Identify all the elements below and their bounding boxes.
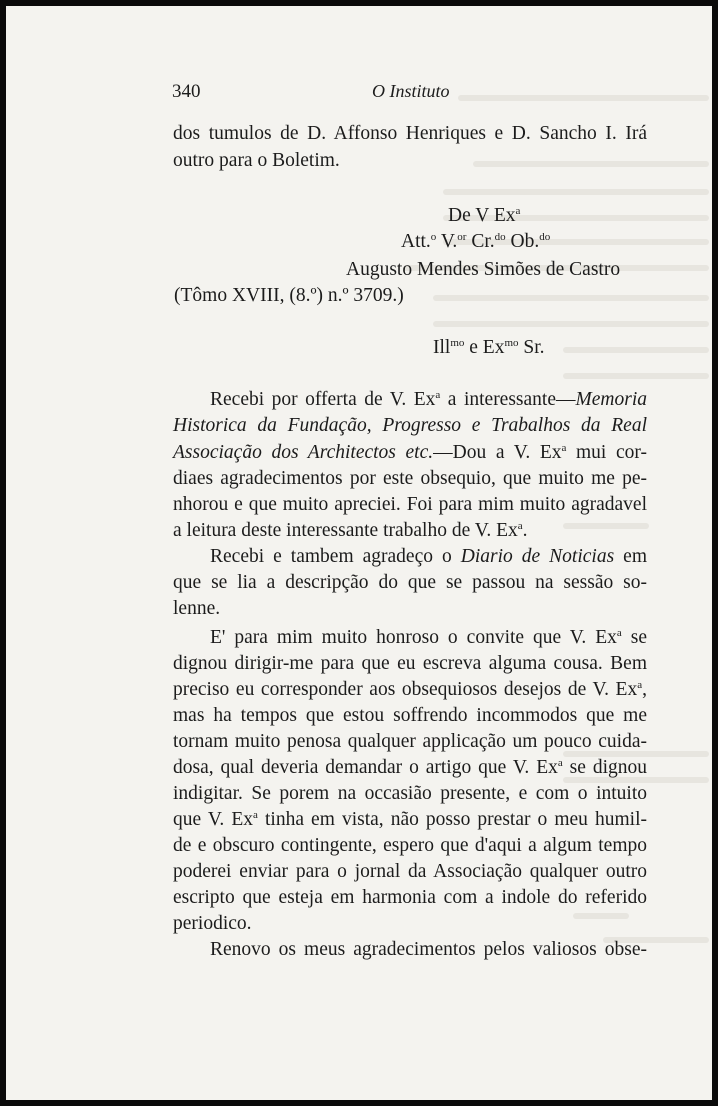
text-line: dos tumulos de D. Affonso Henriques e D. Sancho I. Irá xyxy=(173,123,647,144)
text-line: Associação dos Architectos etc.—Dou a V. Ex$^a$ mui cor- xyxy=(173,442,647,463)
page-header xyxy=(6,81,712,105)
text-line: tornam muito penosa qualquer applicação um pouco cuida- xyxy=(173,731,647,752)
text-line: nhorou e que muito apreciei. Foi para mim muito agradavel xyxy=(173,494,647,515)
text-line: de e obscuro contingente, espero que d'aqui a algum tempo xyxy=(173,835,647,856)
text-line: Renovo os meus agradecimentos pelos valiosos obse- xyxy=(210,939,647,960)
page-number: 340 xyxy=(172,81,201,102)
text-line: escripto que esteja em harmonia com a indole do referido xyxy=(173,887,647,908)
text-line: que V. Ex$^a$ tinha em vista, não posso prestar o meu humil- xyxy=(173,809,647,830)
text-line: dosa, qual deveria demandar o artigo que V. Ex$^a$ se dignou xyxy=(173,757,647,778)
closing-greeting: De V Ex$^a$ xyxy=(448,205,521,226)
text-line: que se lia a descripção do que se passou na sessão so- xyxy=(173,572,647,593)
text-line: Recebi por offerta de V. Ex$^a$ a interessante—Memoria xyxy=(210,389,647,410)
salutation: Ill$^{mo}$ e $Ex^{mo}$ Sr. xyxy=(433,337,545,358)
signature-author: Augusto Mendes Simões de Castro xyxy=(346,259,621,280)
text-line: lenne. xyxy=(173,598,221,619)
text-line: outro para o Boletim. xyxy=(173,150,340,171)
text-line: indigitar. Se porem na occasião presente, e com o intuito xyxy=(173,783,647,804)
text-line: diaes agradecimentos por este obsequio, que muito me pe- xyxy=(173,468,647,489)
text-line: dignou dirigir-me para que eu escreva alguma cousa. Bem xyxy=(173,653,647,674)
text-line: periodico. xyxy=(173,913,252,934)
text-line: Historica da Fundação, Progresso e Trabalhos da Real xyxy=(173,415,647,436)
running-title: O Instituto xyxy=(372,81,450,101)
closing-signoff: Att.$^o$ V.$^{or}$ Cr.$^{do}$ Ob.$^{do}$ xyxy=(401,231,551,252)
text-line: a leitura deste interessante trabalho de V. Ex$^a$. xyxy=(173,520,528,541)
page-text xyxy=(6,6,712,1100)
text-line: poderei enviar para o jornal da Associação qualquer outro xyxy=(173,861,647,882)
text-line: Recebi e tambem agradeço o Diario de Noticias em xyxy=(210,546,647,567)
text-line: mas ha tempos que estou soffrendo incommodos que me xyxy=(173,705,647,726)
volume-reference: (Tômo XVIII, (8.º) n.º 3709.) xyxy=(174,285,404,306)
book-page xyxy=(6,6,712,1100)
text-line: preciso eu corresponder aos obsequiosos desejos de V. Ex$^a$, xyxy=(173,679,647,700)
text-line: E' para mim muito honroso o convite que V. Ex$^a$ se xyxy=(210,627,647,648)
